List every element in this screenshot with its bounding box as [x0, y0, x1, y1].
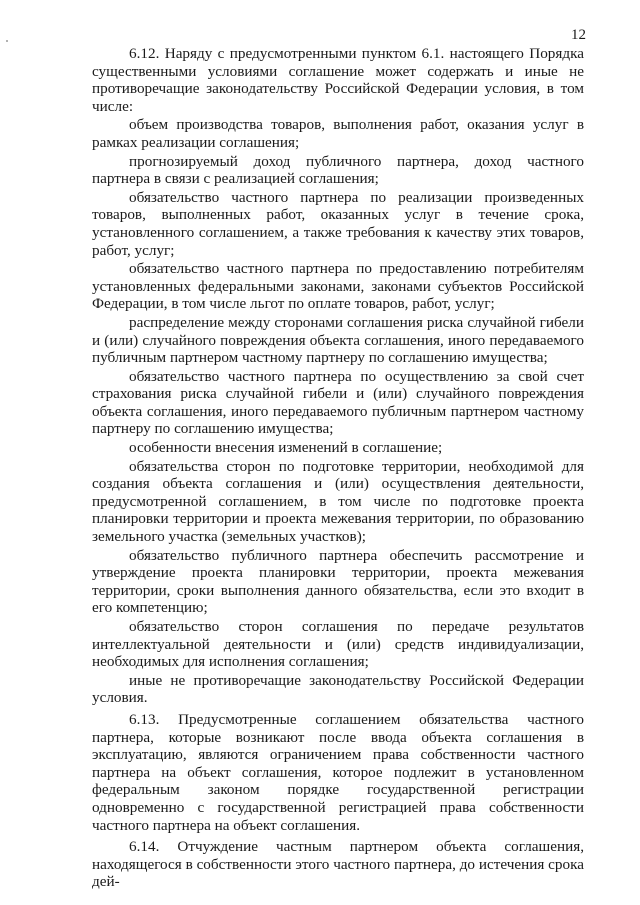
- scan-speck: [6, 40, 8, 42]
- list-item: особенности внесения изменений в соглашение;: [129, 439, 443, 457]
- list-item: иные не противоречащие законодательству Российской Федерации условия.: [92, 671, 584, 707]
- page-number: 12: [571, 27, 586, 43]
- list-item: обязательство частного партнера по реализации произведенных товаров, выполненных работ, оказанных услуг в течение срока, установленного соглашением, а также требования к качеству этих товаров, работ, услуг;: [92, 188, 584, 259]
- list-item: обязательство публичного партнера обеспечить рассмотрение и утверждение проекта планировки территории, проекта межевания территории, сроки выполнения данного обязательства, если это входит в его компетенцию;: [92, 546, 584, 617]
- document-body: [92, 45, 584, 891]
- list-item: обязательство сторон соглашения по передаче результатов интеллектуальной деятельности и (или) средств индивидуализации, необходимых для исполнения соглашения;: [92, 618, 584, 671]
- clause-6-13: 6.13. Предусмотренные соглашением обязательства частного партнера, которые возникают после ввода объекта соглашения в эксплуатацию, являются ограничением права собственности частного партнера на объект соглашения, которое подлежит в установленном федеральным законом порядке государственной регистрации одновременно с государственной регистрацией права собственности частного партнера на объект соглашения.: [92, 710, 584, 834]
- list-item: объем производства товаров, выполнения работ, оказания услуг в рамках реализации соглашения;: [92, 116, 584, 151]
- list-item: распределение между сторонами соглашения риска случайной гибели и (или) случайного повреждения объекта соглашения, иного передаваемого публичным партнером частному партнеру по соглашению имущества;: [92, 313, 584, 367]
- list-item: обязательство частного партнера по предоставлению потребителям установленных федеральными законами, законами субъектов Российской Федерации, в том числе льгот по оплате товаров, работ, услуг;: [92, 260, 584, 313]
- list-item: обязательство частного партнера по осуществлению за свой счет страхования риска случайной гибели и (или) случайного повреждения объекта соглашения, иного передаваемого публичным партнером частному партнеру по соглашению имущества;: [92, 367, 584, 438]
- list-item: прогнозируемый доход публичного партнера, доход частного партнера в связи с реализацией соглашения;: [92, 152, 584, 188]
- list-item: обязательства сторон по подготовке территории, необходимой для создания объекта соглашения и (или) осуществления деятельности, предусмотренной соглашением, в том числе по подготовке проекта планировки территории и проекта межевания территории, по образованию земельного участка (земельных участков);: [92, 457, 584, 546]
- clause-6-14: 6.14. Отчуждение частным партнером объекта соглашения, находящегося в собственности этого частного партнера, до истечения срока дей-: [92, 838, 584, 891]
- clause-6-12: 6.12. Наряду с предусмотренными пунктом 6.1. настоящего Порядка существенными условиями соглашение может содержать и иные не противоречащие законодательству Российской Федерации условия, в том числе:: [92, 45, 584, 115]
